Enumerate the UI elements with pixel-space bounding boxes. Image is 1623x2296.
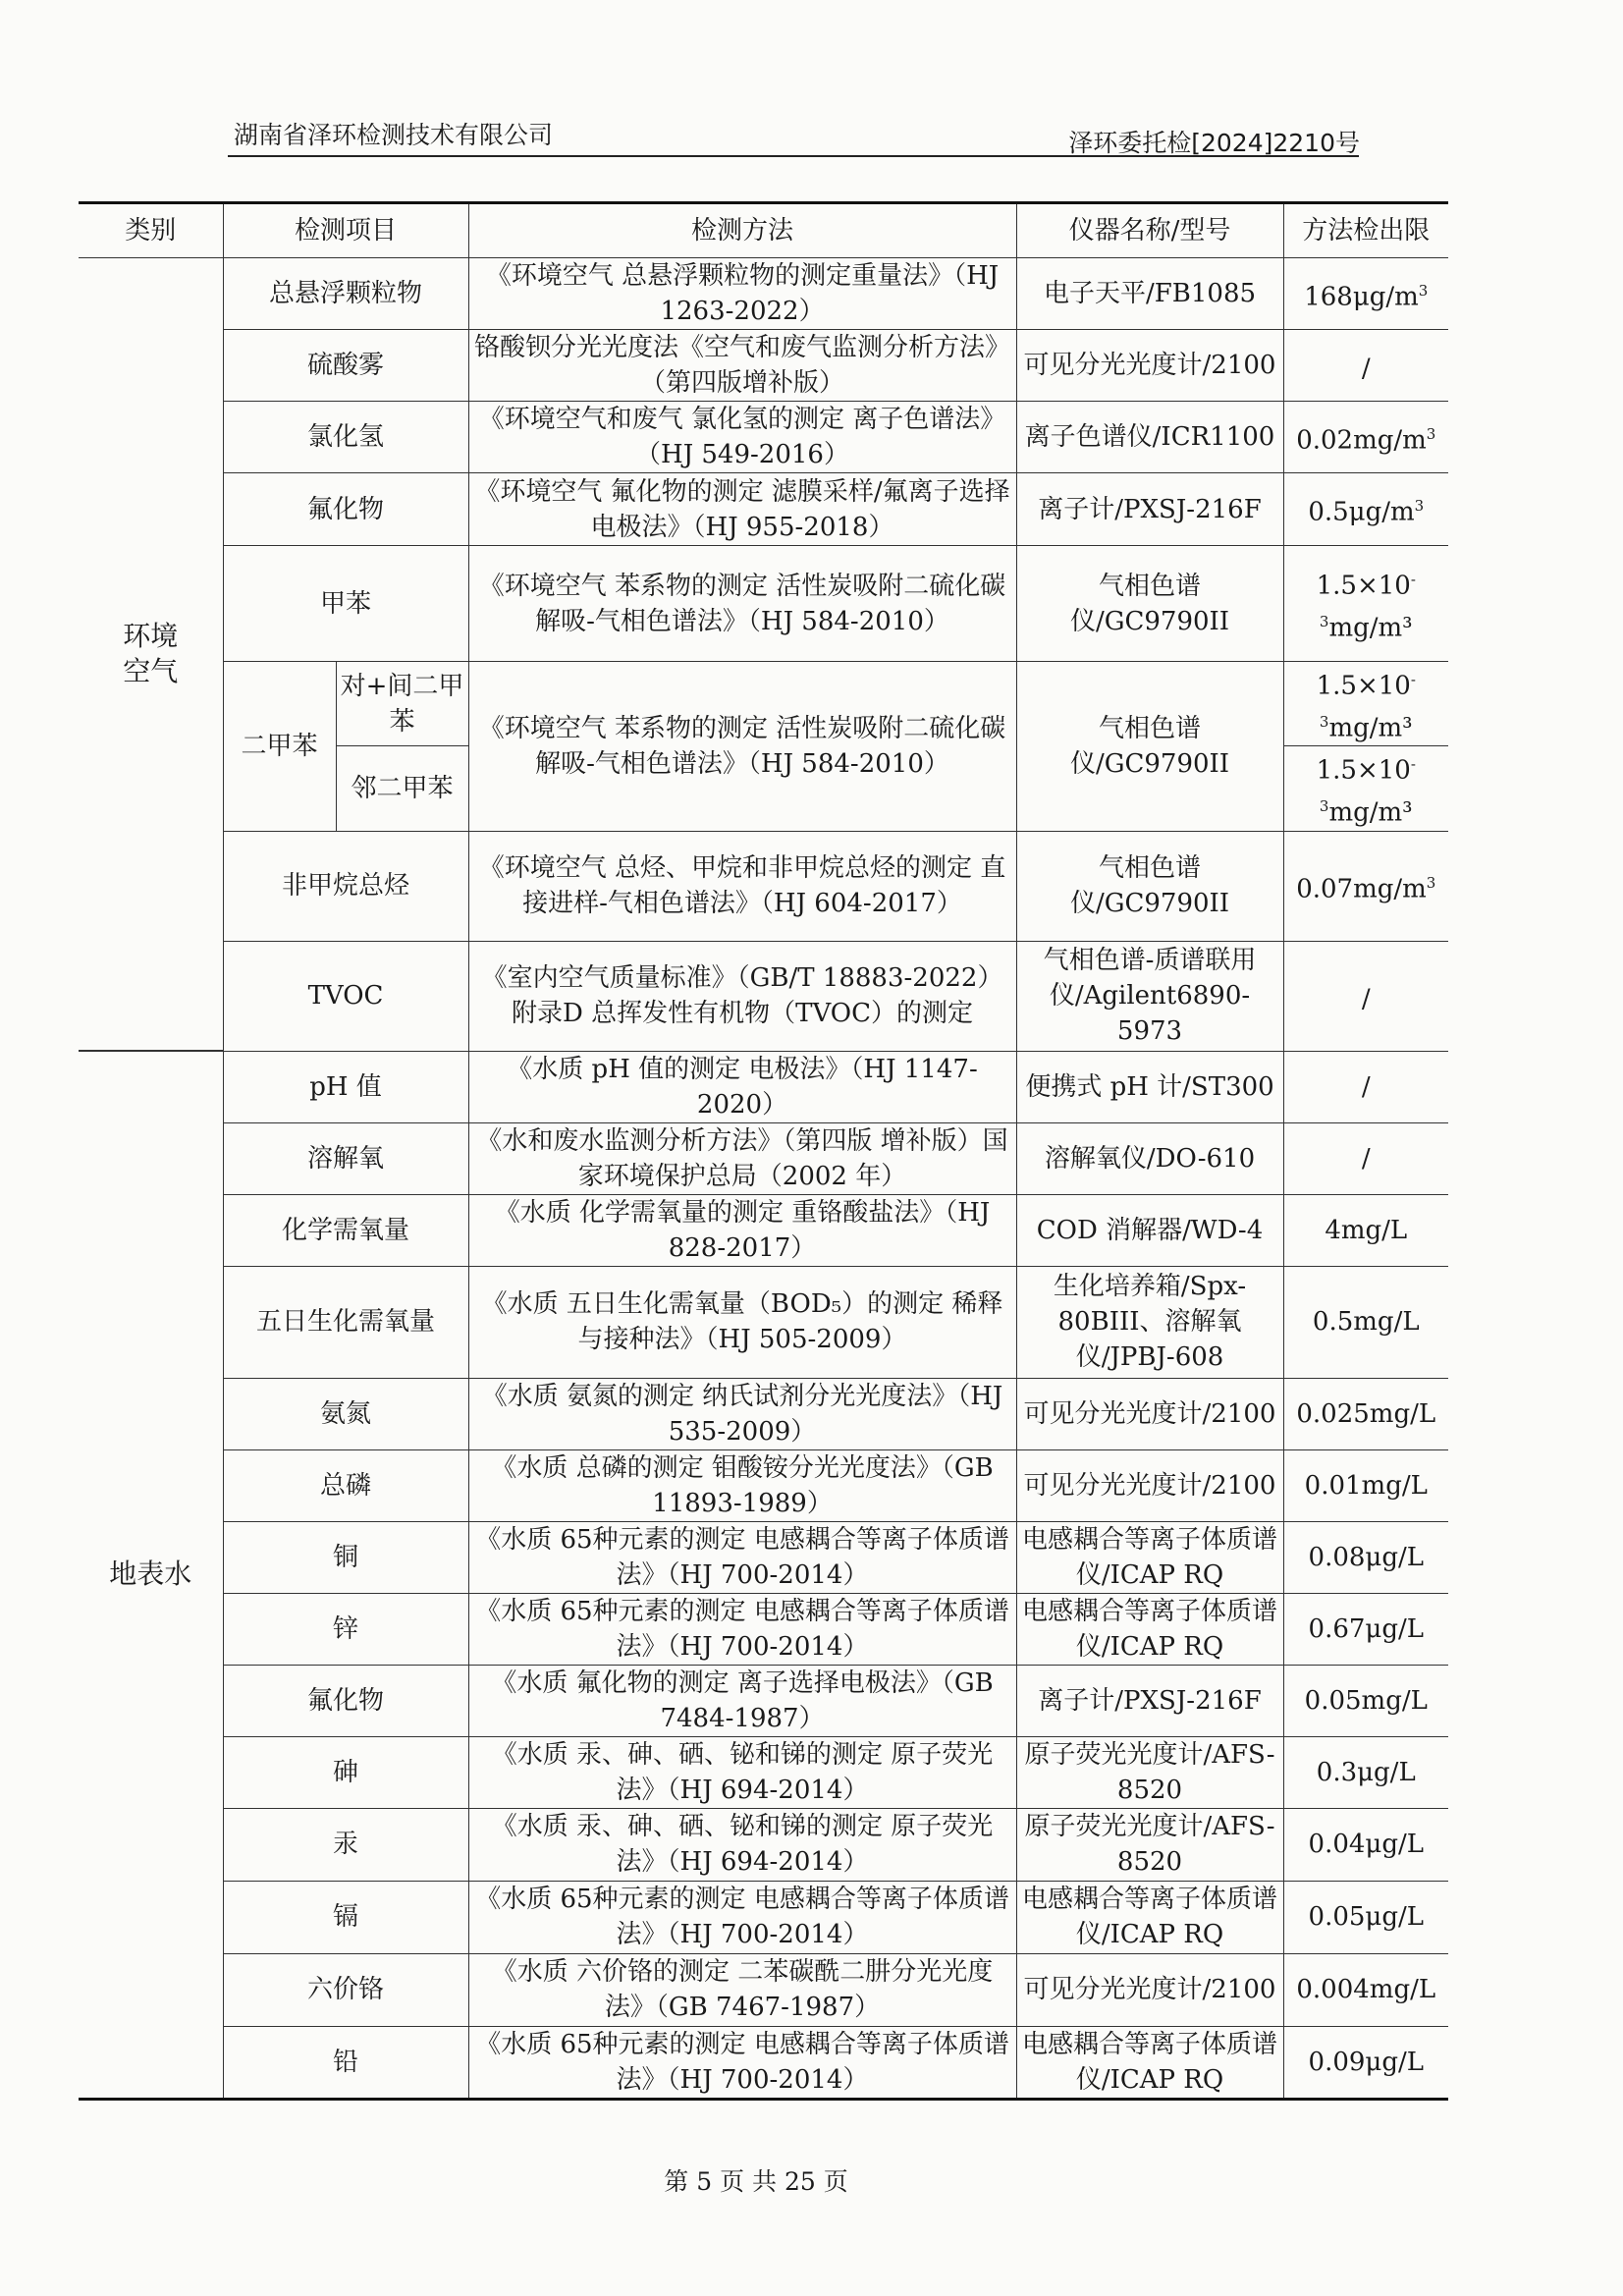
header-rule <box>228 155 1359 157</box>
limit-value: 0.07mg/m <box>1296 874 1427 904</box>
instrument: COD 消解器/WD-4 <box>1016 1194 1283 1266</box>
test-method: 《水质 氨氮的测定 纳氏试剂分光光度法》（HJ 535-2009） <box>468 1378 1016 1449</box>
category-air: 环境 空气 <box>79 258 223 1052</box>
test-method: 《环境空气 苯系物的测定 活性炭吸附二硫化碳解吸-气相色谱法》（HJ 584-2010） <box>468 662 1016 832</box>
detection-limit: 0.05μg/L <box>1283 1881 1448 1953</box>
test-method: 《水质 总磷的测定 钼酸铵分光光度法》（GB 11893-1989） <box>468 1449 1016 1521</box>
col-header-limit: 方法检出限 <box>1283 203 1448 258</box>
test-method: 《水质 65种元素的测定 电感耦合等离子体质谱法》（HJ 700-2014） <box>468 1521 1016 1593</box>
table-row <box>79 1808 1448 1881</box>
limit-value: 1.5×10 <box>1316 755 1411 786</box>
table-row <box>79 831 1448 941</box>
test-method: 《室内空气质量标准》（GB/T 18883-2022）附录D 总挥发性有机物（TVOC）的测定 <box>468 941 1016 1051</box>
detection-limit: 0.025mg/L <box>1283 1378 1448 1449</box>
test-method: 《水质 65种元素的测定 电感耦合等离子体质谱法》（HJ 700-2014） <box>468 1593 1016 1665</box>
limit-value: / <box>1361 354 1371 384</box>
detection-limit: / <box>1283 1122 1448 1194</box>
table-header-row <box>79 203 1448 258</box>
test-method: 《水质 65种元素的测定 电感耦合等离子体质谱法》（HJ 700-2014） <box>468 2026 1016 2099</box>
category-water: 地表水 <box>79 1051 223 2099</box>
test-method: 《水质 汞、砷、硒、铋和锑的测定 原子荧光法》（HJ 694-2014） <box>468 1808 1016 1881</box>
table-row <box>79 1881 1448 1953</box>
test-method: 《水质 化学需氧量的测定 重铬酸盐法》（HJ 828-2017） <box>468 1194 1016 1266</box>
test-item: pH 值 <box>223 1051 468 1122</box>
instrument: 原子荧光光度计/AFS-8520 <box>1016 1808 1283 1881</box>
table-row <box>79 1593 1448 1665</box>
detection-limit: 0.05mg/L <box>1283 1665 1448 1736</box>
col-header-method: 检测方法 <box>468 203 1016 258</box>
instrument: 气相色谱-质谱联用仪/Agilent6890-5973 <box>1016 941 1283 1051</box>
table-row <box>79 1194 1448 1266</box>
limit-exponent: -3 <box>1319 570 1416 630</box>
test-item: 汞 <box>223 1808 468 1881</box>
detection-limit: 0.5mg/L <box>1283 1266 1448 1378</box>
detection-limit: 0.3μg/L <box>1283 1736 1448 1808</box>
test-item: 锌 <box>223 1593 468 1665</box>
instrument: 原子荧光光度计/AFS-8520 <box>1016 1736 1283 1808</box>
test-item: 铅 <box>223 2026 468 2099</box>
detection-limit: 0.09μg/L <box>1283 2026 1448 2099</box>
detection-limit <box>1283 941 1448 1051</box>
test-item: 甲苯 <box>223 546 468 662</box>
instrument: 气相色谱仪/GC9790II <box>1016 662 1283 832</box>
limit-exponent: -3 <box>1319 755 1416 815</box>
limit-unit: mg/m³ <box>1328 713 1413 743</box>
instrument: 气相色谱仪/GC9790II <box>1016 546 1283 662</box>
test-method: 《水和废水监测分析方法》（第四版 增补版）国家环境保护总局（2002 年） <box>468 1122 1016 1194</box>
limit-exponent: 3 <box>1418 281 1429 300</box>
test-methods-table-wrapper <box>79 201 1448 2101</box>
company-name: 湖南省泽环检测技术有限公司 <box>234 121 554 149</box>
table-row <box>79 1736 1448 1808</box>
instrument: 电感耦合等离子体质谱仪/ICAP RQ <box>1016 1593 1283 1665</box>
test-method: 《环境空气 总悬浮颗粒物的测定重量法》（HJ 1263-2022） <box>468 258 1016 330</box>
test-method: 铬酸钡分光光度法《空气和废气监测分析方法》（第四版增补版） <box>468 330 1016 402</box>
test-item: 氟化物 <box>223 473 468 546</box>
table-row <box>79 546 1448 662</box>
limit-unit: mg/m³ <box>1328 613 1413 643</box>
test-item: 五日生化需氧量 <box>223 1266 468 1378</box>
table-row <box>79 1665 1448 1736</box>
detection-limit <box>1283 402 1448 473</box>
limit-exponent: 3 <box>1414 497 1425 516</box>
test-item-xylene: 二甲苯 <box>223 662 336 832</box>
instrument: 电感耦合等离子体质谱仪/ICAP RQ <box>1016 2026 1283 2099</box>
instrument: 气相色谱仪/GC9790II <box>1016 831 1283 941</box>
table-row <box>79 1953 1448 2026</box>
limit-exponent: 3 <box>1426 873 1436 892</box>
detection-limit <box>1283 546 1448 662</box>
table-row <box>79 258 1448 330</box>
table-row <box>79 1122 1448 1194</box>
test-method: 《水质 五日生化需氧量（BOD₅）的测定 稀释与接种法》（HJ 505-2009） <box>468 1266 1016 1378</box>
limit-exponent: -3 <box>1319 671 1416 731</box>
test-item: 总悬浮颗粒物 <box>223 258 468 330</box>
col-header-item: 检测项目 <box>223 203 468 258</box>
sub-item: 对+间二甲苯 <box>336 662 468 746</box>
test-method: 《水质 六价铬的测定 二苯碳酰二肼分光光度法》（GB 7467-1987） <box>468 1953 1016 2026</box>
detection-limit <box>1283 662 1448 746</box>
test-item: 铜 <box>223 1521 468 1593</box>
test-item: 氯化氢 <box>223 402 468 473</box>
test-item: 六价铬 <box>223 1953 468 2026</box>
limit-value: 1.5×10 <box>1316 571 1411 601</box>
test-method: 《环境空气和废气 氯化氢的测定 离子色谱法》（HJ 549-2016） <box>468 402 1016 473</box>
detection-limit: 4mg/L <box>1283 1194 1448 1266</box>
limit-value: 168μg/m <box>1304 282 1419 312</box>
table-row <box>79 1449 1448 1521</box>
table-row <box>79 1521 1448 1593</box>
instrument: 溶解氧仪/DO-610 <box>1016 1122 1283 1194</box>
instrument: 电感耦合等离子体质谱仪/ICAP RQ <box>1016 1521 1283 1593</box>
test-method: 《环境空气 氟化物的测定 滤膜采样/氟离子选择电极法》（HJ 955-2018） <box>468 473 1016 546</box>
detection-limit <box>1283 746 1448 831</box>
page-number: 第 5 页 共 25 页 <box>664 2167 848 2196</box>
detection-limit <box>1283 258 1448 330</box>
detection-limit <box>1283 330 1448 402</box>
table-row <box>79 1378 1448 1449</box>
table-row <box>79 402 1448 473</box>
test-method: 《水质 65种元素的测定 电感耦合等离子体质谱法》（HJ 700-2014） <box>468 1881 1016 1953</box>
test-item: 氨氮 <box>223 1378 468 1449</box>
instrument: 离子计/PXSJ-216F <box>1016 1665 1283 1736</box>
instrument: 离子色谱仪/ICR1100 <box>1016 402 1283 473</box>
table-row <box>79 473 1448 546</box>
report-number: 泽环委托检[2024]2210号 <box>1068 129 1360 157</box>
test-item: 溶解氧 <box>223 1122 468 1194</box>
test-item: TVOC <box>223 941 468 1051</box>
limit-value: 0.5μg/m <box>1308 497 1415 527</box>
instrument: 可见分光光度计/2100 <box>1016 330 1283 402</box>
detection-limit: 0.08μg/L <box>1283 1521 1448 1593</box>
limit-value: 1.5×10 <box>1316 671 1411 701</box>
instrument: 便携式 pH 计/ST300 <box>1016 1051 1283 1122</box>
limit-unit: mg/m³ <box>1328 797 1413 828</box>
instrument: 离子计/PXSJ-216F <box>1016 473 1283 546</box>
instrument: 生化培养箱/Spx-80BIII、溶解氧仪/JPBJ-608 <box>1016 1266 1283 1378</box>
detection-limit: / <box>1283 1051 1448 1122</box>
test-method: 《水质 氟化物的测定 离子选择电极法》（GB 7484-1987） <box>468 1665 1016 1736</box>
table-row <box>79 2026 1448 2099</box>
instrument: 电感耦合等离子体质谱仪/ICAP RQ <box>1016 1881 1283 1953</box>
test-methods-table <box>79 201 1448 2101</box>
detection-limit <box>1283 473 1448 546</box>
instrument: 电子天平/FB1085 <box>1016 258 1283 330</box>
test-item: 化学需氧量 <box>223 1194 468 1266</box>
table-row <box>79 1266 1448 1378</box>
table-row <box>79 941 1448 1051</box>
table-row <box>79 330 1448 402</box>
col-header-category: 类别 <box>79 203 223 258</box>
test-item: 镉 <box>223 1881 468 1953</box>
test-method: 《水质 pH 值的测定 电极法》（HJ 1147-2020） <box>468 1051 1016 1122</box>
instrument: 可见分光光度计/2100 <box>1016 1449 1283 1521</box>
detection-limit <box>1283 831 1448 941</box>
sub-item: 邻二甲苯 <box>336 746 468 831</box>
test-method: 《环境空气 总烃、甲烷和非甲烷总烃的测定 直接进样-气相色谱法》（HJ 604-2017） <box>468 831 1016 941</box>
test-method: 《水质 汞、砷、硒、铋和锑的测定 原子荧光法》（HJ 694-2014） <box>468 1736 1016 1808</box>
test-item: 非甲烷总烃 <box>223 831 468 941</box>
test-item: 总磷 <box>223 1449 468 1521</box>
table-row <box>79 1051 1448 1122</box>
detection-limit: 0.01mg/L <box>1283 1449 1448 1521</box>
table-row <box>79 662 1448 746</box>
limit-value: / <box>1361 984 1371 1014</box>
limit-value: 0.02mg/m <box>1296 425 1427 456</box>
test-item: 氟化物 <box>223 1665 468 1736</box>
test-item: 硫酸雾 <box>223 330 468 402</box>
limit-exponent: 3 <box>1426 424 1436 443</box>
detection-limit: 0.67μg/L <box>1283 1593 1448 1665</box>
test-method: 《环境空气 苯系物的测定 活性炭吸附二硫化碳解吸-气相色谱法》（HJ 584-2010） <box>468 546 1016 662</box>
col-header-instrument: 仪器名称/型号 <box>1016 203 1283 258</box>
instrument: 可见分光光度计/2100 <box>1016 1378 1283 1449</box>
instrument: 可见分光光度计/2100 <box>1016 1953 1283 2026</box>
detection-limit: 0.04μg/L <box>1283 1808 1448 1881</box>
test-item: 砷 <box>223 1736 468 1808</box>
detection-limit: 0.004mg/L <box>1283 1953 1448 2026</box>
